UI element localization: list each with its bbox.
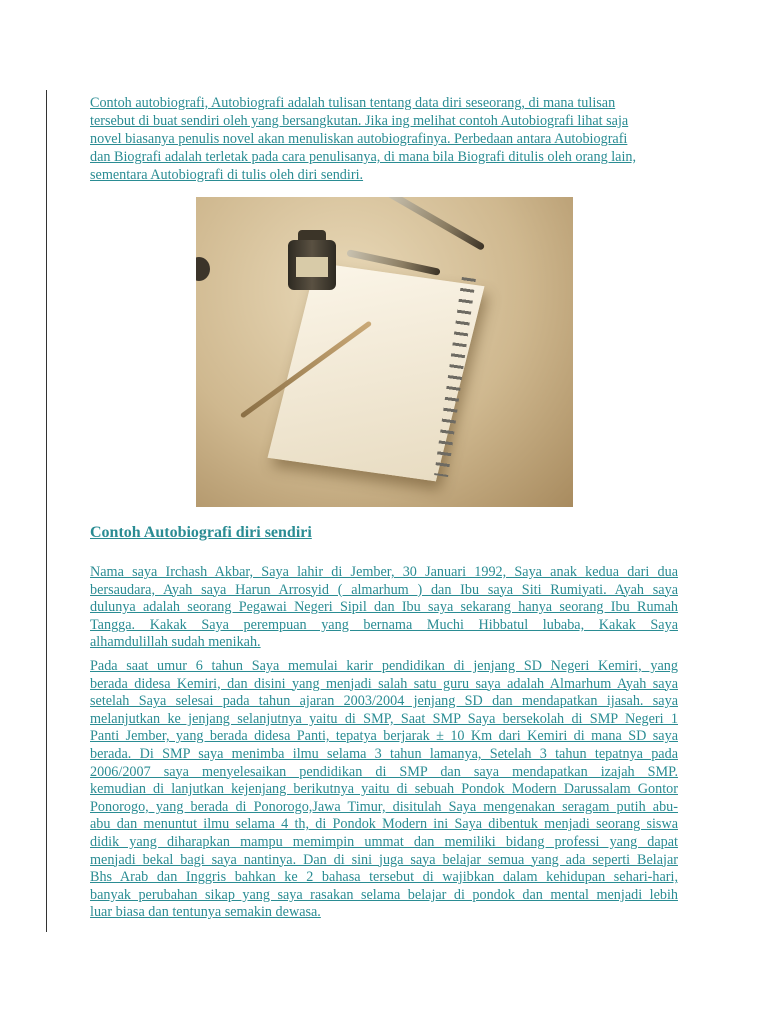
- notebook-pen-photo: [196, 197, 573, 507]
- text-line: dulunya adalah seorang Pegawai Negeri Sipil dan Ibu saya sekarang hanya seorang Ibu Rumah: [90, 599, 678, 616]
- text-line: berada. Di SMP saya menimba ilmu selama 3 tahun lamanya, Setelah 3 tahun tepatnya pada: [90, 746, 678, 762]
- text-line: menjadi bekal bagi saya nantinya. Dan di sini juga saya belajar semua yang ada seperti Belajar: [90, 851, 678, 868]
- ink-bottle-label: [296, 257, 328, 277]
- ink-blot: [196, 257, 210, 281]
- text-line: dan Biografi adalah terletak pada cara penulisanya, di mana bila Biografi ditulis oleh orang lain,: [90, 149, 637, 165]
- text-line: novel biasanya penulis novel akan menuliskan autobiografinya. Perbedaan antara Autobiografi: [90, 131, 628, 147]
- text-line: Tangga. Kakak Saya perempuan yang bernama Muchi Hibbatul lubaba, Kakak Saya: [90, 616, 678, 633]
- text-line: melanjutkan ke jenjang selanjutnya yaitu di SMP, Saat SMP Saya bersekolah di SMP Negeri 1: [90, 710, 678, 727]
- text-line: Contoh autobiografi, Autobiografi adalah tulisan tentang data diri seseorang, di mana tulisan: [90, 95, 616, 111]
- text-line: setelah Saya selesai pada tahun ajaran 2003/2004 jenjang SD dan mendapatkan ijasah. saya: [90, 693, 678, 710]
- text-line: alhamdulillah sudah menikah.: [90, 634, 261, 651]
- text-line: Ponorogo, yang berada di Ponorogo,Jawa Timur, disitulah Saya mengenakan seragam putih abu-: [90, 798, 678, 815]
- text-line: banyak perubahan sikap yang saya rasakan selama belajar di pondok dan mental menjadi lebih: [90, 886, 678, 903]
- text-line: luar biasa dan tentunya semakin dewasa.: [90, 904, 321, 921]
- text-line: Panti Jember, yang berada didesa Panti, tepatya berjarak ± 10 Km dari Kemiri di mana SD saya: [90, 728, 678, 745]
- text-line: kemudian di lanjutkan kejenjang berikutnya yaitu di sebuah Pondok Modern Darussalam Gontor: [90, 781, 678, 798]
- text-line: Nama saya Irchash Akbar, Saya lahir di Jember, 30 Januari 1992, Saya anak kedua dari dua: [90, 564, 678, 580]
- page-margin-line: [46, 90, 47, 932]
- section-heading: Contoh Autobiografi diri sendiri: [90, 524, 312, 541]
- text-line: Pada saat umur 6 tahun Saya memulai karir pendidikan di jenjang SD Negeri Kemiri, yang: [90, 658, 678, 674]
- text-line: sementara Autobiografi di tulis oleh diri sendiri.: [90, 167, 364, 183]
- text-line: didik yang diharapkan mampu memimpin ummat dan memiliki bidang professi yang dapat: [90, 834, 678, 850]
- text-line: 2006/2007 saya menyelesaikan pendidikan di SMP dan saya mendapatkan izajah SMP.: [90, 763, 678, 780]
- text-line: bersaudara, Ayah saya Harun Arrosyid ( almarhum ) dan Ibu saya Siti Rumiyati. Ayah saya: [90, 581, 678, 598]
- text-line: abu dan menuntut ilmu selama 4 th, di Pondok Modern ini Saya dibentuk menjadi seorang siswa: [90, 816, 678, 833]
- pen: [387, 197, 486, 251]
- text-line: tersebut di buat sendiri oleh yang bersangkutan. Jika ing melihat contoh Autobiografi lihat saja: [90, 113, 629, 129]
- text-line: berada didesa Kemiri, dan disini yang menjadi salah satu guru saya adalah Almarhum Ayah saya: [90, 675, 678, 692]
- text-line: Bhs Arab dan Inggris bahkan ke 2 bahasa tersebut di wajibkan dalam kehidupan sehari-hari,: [90, 869, 678, 886]
